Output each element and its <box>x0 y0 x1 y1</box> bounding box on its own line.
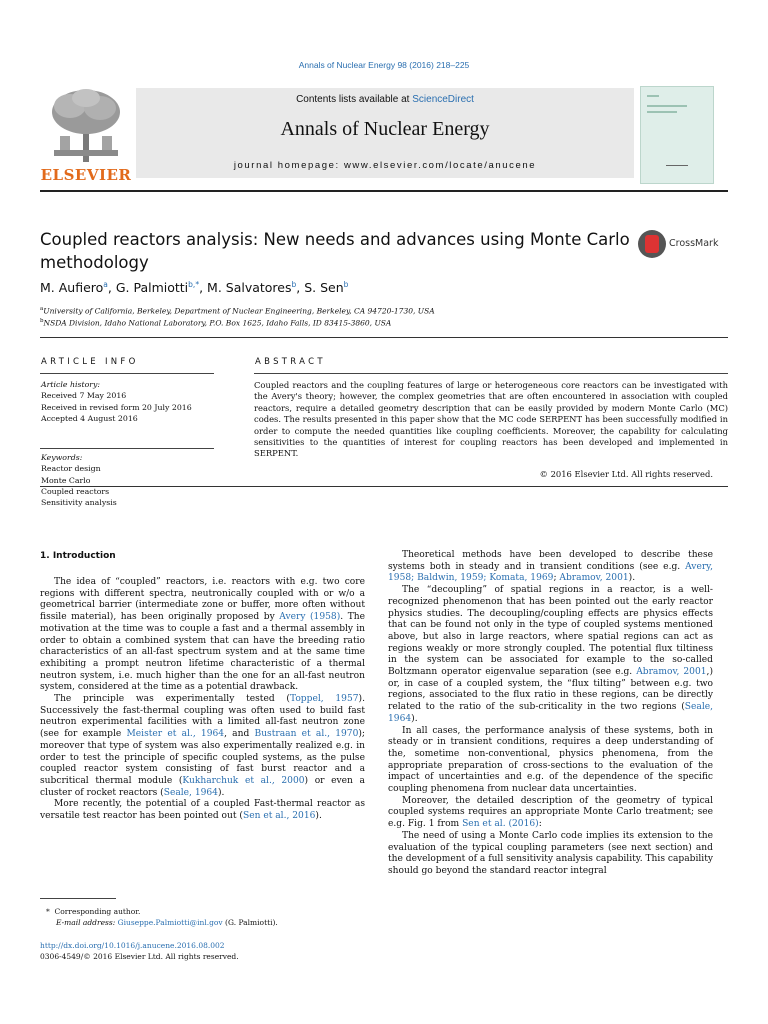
journal-masthead <box>40 86 728 192</box>
article-history: Article history: Received 7 May 2016 Received in revised form 20 July 2016 Accepted 4 August 2016 <box>41 380 192 423</box>
divider <box>40 486 728 487</box>
author: M. Aufiero <box>40 280 104 296</box>
elsevier-logo <box>40 86 132 182</box>
paragraph: The principle was experimentally tested (Toppel, 1957). Successively the fast-thermal coupling was often used to build fast neutron experimental facilities with a limited all-fast neutron zone (see for example Meister et al., 1964, and Bustraan et al., 1970); moreover that type of system was also experimentally realized e.g. in order to test the principle of specific coupled systems, as the pulse coupled reactor system consisting of fast burst reactor and a subcritical thermal module (Kukharchuk et al., 2000) or even a cluster of rocket reactors (Seale, 1964). <box>40 694 365 798</box>
author-affiliation-link[interactable]: b <box>343 280 349 289</box>
body-column-left <box>40 577 365 823</box>
abstract-copyright: © 2016 Elsevier Ltd. All rights reserved. <box>539 469 713 479</box>
journal-title-box <box>136 88 634 178</box>
divider <box>254 373 728 374</box>
citation-link[interactable]: Avery (1958) <box>279 612 341 623</box>
abstract-heading: ABSTRACT <box>255 357 326 367</box>
citation-link[interactable]: Seale, 1964 <box>388 702 713 724</box>
citation-link[interactable]: Meister et al., 1964 <box>126 729 225 740</box>
abstract-text: Coupled reactors and the coupling features of large or heterogeneous core reactors can be investigated with the Avery's theory; however, the complex geometries that are often encountered in association with coupled reactors, require a detailed geometry description that can be easily provided by modern Monte Carlo (MC) codes. The results presented in this paper show that the MC code SERPENT has been successfully modified in order to compute the needed quantities like coupling coefficients. Moreover, the capability for calculating sensitivities to the quantities of interest for coupling reactors has been developed and implemented in SERPENT. <box>254 380 728 459</box>
journal-citation[interactable]: Annals of Nuclear Energy 98 (2016) 218–225 <box>298 60 470 70</box>
citation-link[interactable]: Sen et al. (2016) <box>462 819 539 830</box>
author-affiliation-link[interactable]: b,* <box>188 280 200 289</box>
crossmark-icon <box>638 230 666 258</box>
elsevier-wordmark: ELSEVIER <box>40 166 132 184</box>
author: S. Sen <box>304 280 344 296</box>
keyword: Monte Carlo <box>41 475 91 485</box>
doi-block: http://dx.doi.org/10.1016/j.anucene.2016.08.002 0306-4549/© 2016 Elsevier Ltd. All rights reserved. <box>40 941 239 961</box>
paragraph: The “decoupling” of spatial regions in a reactor, is a well-recognized phenomenon that has been pointed out the early reactor physics studies. The decoupling/coupling effects are physics effects that can be found not only in the type of coupled systems mentioned above, but also in large reactors, where spatial regions can act as regions weakly or more strongly coupled. The potential flux tiltiness in the system can be associated for example to the so-called Boltzmann operator eigenvalue separation (see e.g. Abramov, 2001,) or, in case of a coupled system, the “flux tilting” between e.g. two regions, associated to the flux ratio in these regions, can be directly related to the ratio of the sub-criticality in the two regions (Seale, 1964). <box>388 585 713 724</box>
citation-link[interactable]: Sen et al., 2016 <box>242 811 316 822</box>
citation-link[interactable]: Bustraan et al., 1970 <box>254 729 359 740</box>
email-link[interactable]: Giuseppe.Palmiotti@inl.gov <box>117 918 223 927</box>
author-affiliation-link[interactable]: b <box>291 280 297 289</box>
citation-link[interactable]: Abramov, 2001 <box>559 573 629 584</box>
paragraph: The need of using a Monte Carlo code implies its extension to the evaluation of the typical coupling parameters (see next section) and the development of a full sensitivity analysis capability. This capability should go beyond the standard reactor integral <box>388 830 713 876</box>
affiliation: $^a$University of California, Berkeley, Department of Nuclear Engineering, Berkeley, CA 94720-1730, USA <box>40 306 435 316</box>
author: G. Palmiotti <box>115 280 189 296</box>
paragraph: The idea of “coupled” reactors, i.e. reactors with e.g. two core regions with different spectra, neutronically coupled with or w/o a geometrical barrier (intermediate zone or buffer, more often without fissile material), has been originally proposed by Avery (1958). The motivation at the time was to couple a fast and a thermal assembly in order to obtain a combined system that can have the breeding ratio characteristics of an all-fast spectrum system and at the same time exhibiting a prompt neutron lifetime characteristic of a thermal neutron system, i.e. much higher than the one for an all-fast neutron system, considered at the time as a potential drawback. <box>40 577 365 693</box>
contents-line: Contents lists available at ScienceDirect <box>296 94 474 105</box>
paragraph: Theoretical methods have been developed to describe these systems both in steady and in transient conditions (see e.g. Avery, 1958; Baldwin, 1959; Komata, 1969; Abramov, 2001). <box>388 550 713 584</box>
elsevier-tree-icon <box>40 86 132 166</box>
citation-link[interactable]: Avery, 1958; Baldwin, 1959; Komata, 1969 <box>388 561 713 584</box>
crossmark-badge[interactable]: CrossMark <box>638 230 728 260</box>
journal-cover-thumbnail[interactable] <box>640 86 714 184</box>
section-heading: 1. Introduction <box>40 551 116 561</box>
article-info-heading: ARTICLE INFO <box>41 357 139 367</box>
paragraph: In all cases, the performance analysis of these systems, both in steady or in transient conditions, requires a deep understanding of the, sometime non-conventional, physics phenomena, from the appropriate preparation of cross-sections to the evaluation of the impact of uncertainties and e.g. of the dependence of the specific coupling phenomena from nuclear data uncertainties. <box>388 725 713 795</box>
affiliation: $^b$NSDA Division, Idaho National Laboratory, P.O. Box 1625, Idaho Falls, ID 83415-3860, USA <box>40 318 392 328</box>
author-list: M. Aufiero$^a$, G. Palmiotti$^{b,*}$, M. Salvatores$^b$, S. Sen$^b$ <box>40 280 349 296</box>
journal-name: Annals of Nuclear Energy <box>280 118 490 140</box>
doi-link[interactable]: http://dx.doi.org/10.1016/j.anucene.2016.08.002 <box>40 941 225 950</box>
author: M. Salvatores <box>207 280 292 296</box>
footnote-rule <box>40 898 116 899</box>
author-affiliation-link[interactable]: a <box>103 280 108 289</box>
article-title: Coupled reactors analysis: New needs and advances using Monte Carlo methodology <box>40 230 630 272</box>
citation-link[interactable]: Abramov, 2001 <box>636 667 707 678</box>
divider <box>40 373 214 374</box>
citation-link[interactable]: Kukharchuk et al., 2000 <box>182 775 305 786</box>
journal-homepage: journal homepage: www.elsevier.com/locate/anucene <box>233 160 537 171</box>
homepage-link[interactable]: www.elsevier.com/locate/anucene <box>343 160 537 171</box>
keywords: Keywords: Reactor design Monte Carlo Coupled reactors Sensitivity analysis <box>41 452 215 508</box>
footnote: * Corresponding author. E-mail address: Giuseppe.Palmiotti@inl.gov (G. Palmiotti). <box>46 907 278 927</box>
citation-link[interactable]: Toppel, 1957 <box>289 694 359 705</box>
keyword: Sensitivity analysis <box>41 498 117 508</box>
sciencedirect-link[interactable]: ScienceDirect <box>412 94 474 105</box>
keyword: Reactor design <box>41 464 101 474</box>
citation-link[interactable]: Seale, 1964 <box>163 787 218 798</box>
keyword: Coupled reactors <box>41 486 110 496</box>
paragraph: More recently, the potential of a coupled Fast-thermal reactor as versatile test reactor has been pointed out (Sen et al., 2016). <box>40 799 365 822</box>
divider <box>40 337 728 338</box>
divider <box>40 448 214 449</box>
paragraph: Moreover, the detailed description of the geometry of typical coupled systems requires an appropriate Monte Carlo treatment; see e.g. Fig. 1 from Sen et al. (2016): <box>388 795 713 830</box>
body-column-right <box>388 550 713 878</box>
